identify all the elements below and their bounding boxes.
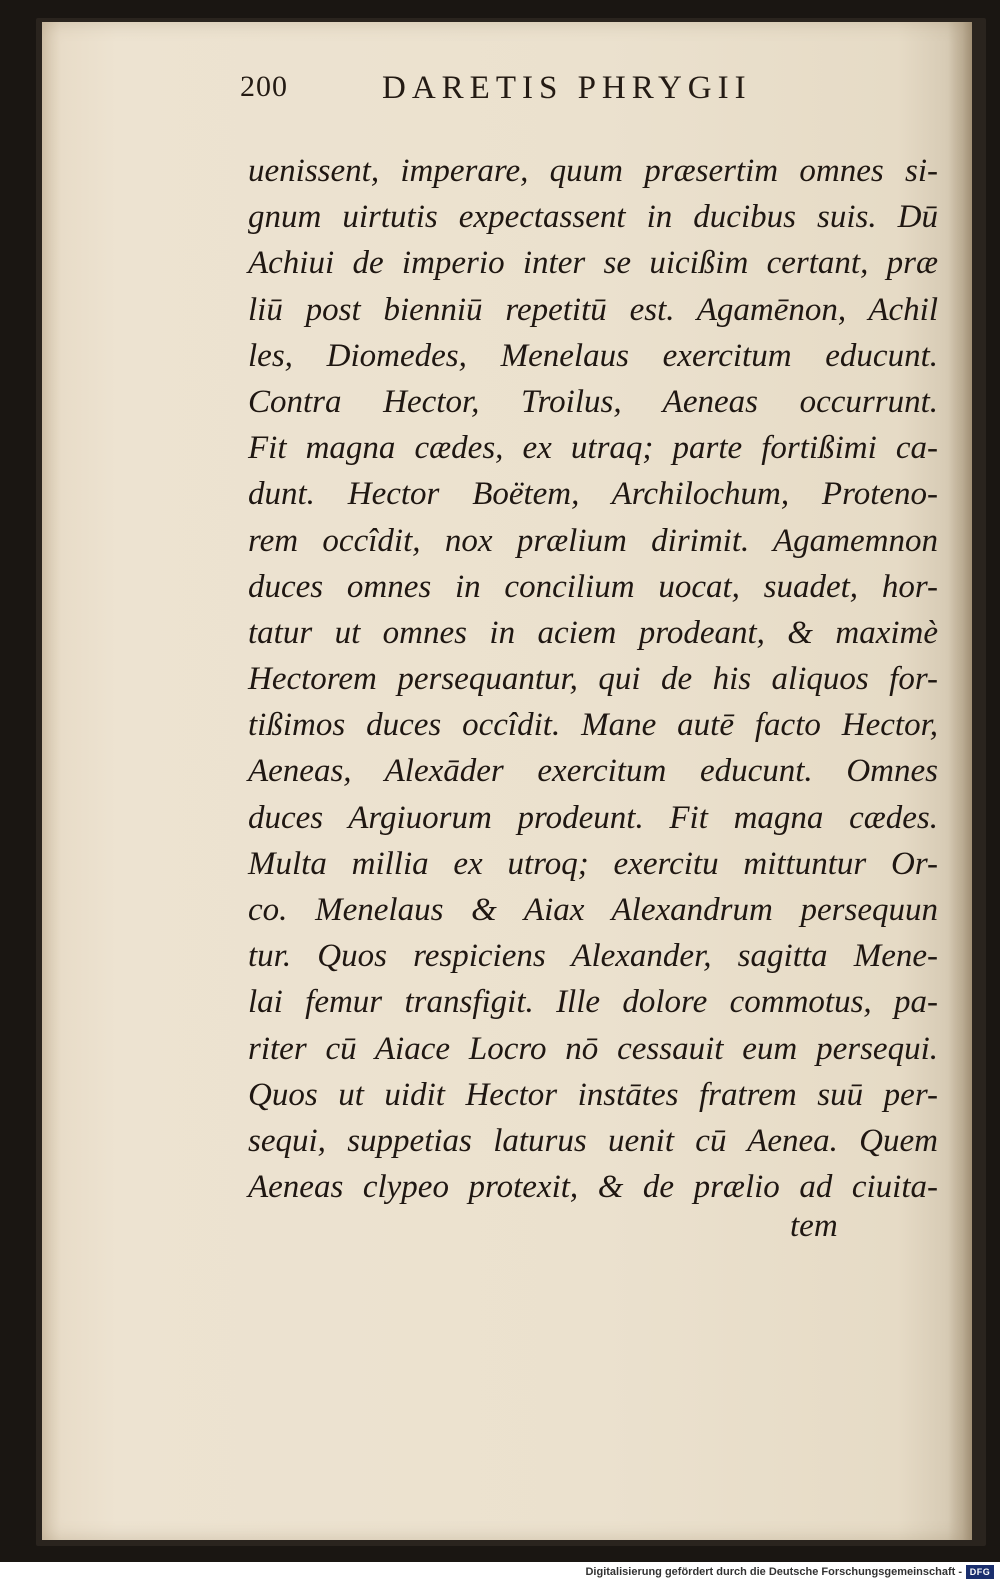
text-line: Multa millia ex utroq; exercitu mittuntur Or-: [248, 845, 938, 882]
text-line: les, Diomedes, Menelaus exercitum educunt.: [248, 337, 938, 374]
text-line: dunt. Hector Boëtem, Archilochum, Proteno-: [248, 476, 938, 513]
catchword: tem: [790, 1208, 838, 1244]
text-line: rem occîdit, nox prælium dirimit. Agamemnon: [248, 522, 938, 559]
running-head: [240, 70, 890, 118]
text-line: uenissent, imperare, quum præsertim omnes si-: [248, 153, 938, 189]
page-curl-shadow: [948, 22, 972, 1540]
text-line: co. Menelaus & Aiax Alexandrum persequun: [248, 892, 938, 928]
text-line: tatur ut omnes in aciem prodeant, & maximè: [248, 614, 938, 651]
text-line: duces Argiuorum prodeunt. Fit magna cædes.: [248, 799, 938, 836]
page-number: 200: [240, 70, 288, 103]
text-line: tur. Quos respiciens Alexander, sagitta Mene-: [248, 938, 938, 975]
text-line: gnum uirtutis expectassent in ducibus suis. Dū: [248, 199, 938, 236]
text-line: Fit magna cædes, ex utraq; parte fortißimi ca-: [248, 430, 938, 467]
dfg-logo-icon: DFG: [966, 1565, 994, 1579]
text-line: Aeneas, Alexāder exercitum educunt. Omnes: [248, 753, 938, 790]
text-line: lai femur transfigit. Ille dolore commotus, pa-: [248, 984, 938, 1021]
text-line: riter cū Aiace Locro nō cessauit eum persequi.: [248, 1030, 938, 1067]
text-line: Contra Hector, Troilus, Aeneas occurrunt.: [248, 383, 938, 420]
text-line: tißimos duces occîdit. Mane autē facto Hector,: [248, 707, 938, 744]
text-line: duces omnes in concilium uocat, suadet, hor-: [248, 568, 938, 605]
text-line: sequi, suppetias laturus uenit cū Aenea. Quem: [248, 1122, 938, 1159]
text-line: Achiui de imperio inter se uicißim certant, præ: [248, 245, 938, 282]
text-line: Hectorem persequantur, qui de his aliquos for-: [248, 661, 938, 698]
funding-credit: Digitalisierung gefördert durch die Deutsche Forschungsgemeinschaft -: [585, 1566, 962, 1578]
text-block: [248, 148, 938, 1210]
running-title: DARETIS PHRYGII: [382, 70, 752, 106]
text-line: Aeneas clypeo protexit, & de prælio ad ciuita-: [248, 1169, 938, 1206]
text-line: Quos ut uidit Hector instātes fratrem suū per-: [248, 1076, 938, 1113]
footer-bar: [0, 1562, 1000, 1588]
text-line: liū post bienniū repetitū est. Agamēnon, Achil: [248, 291, 938, 328]
